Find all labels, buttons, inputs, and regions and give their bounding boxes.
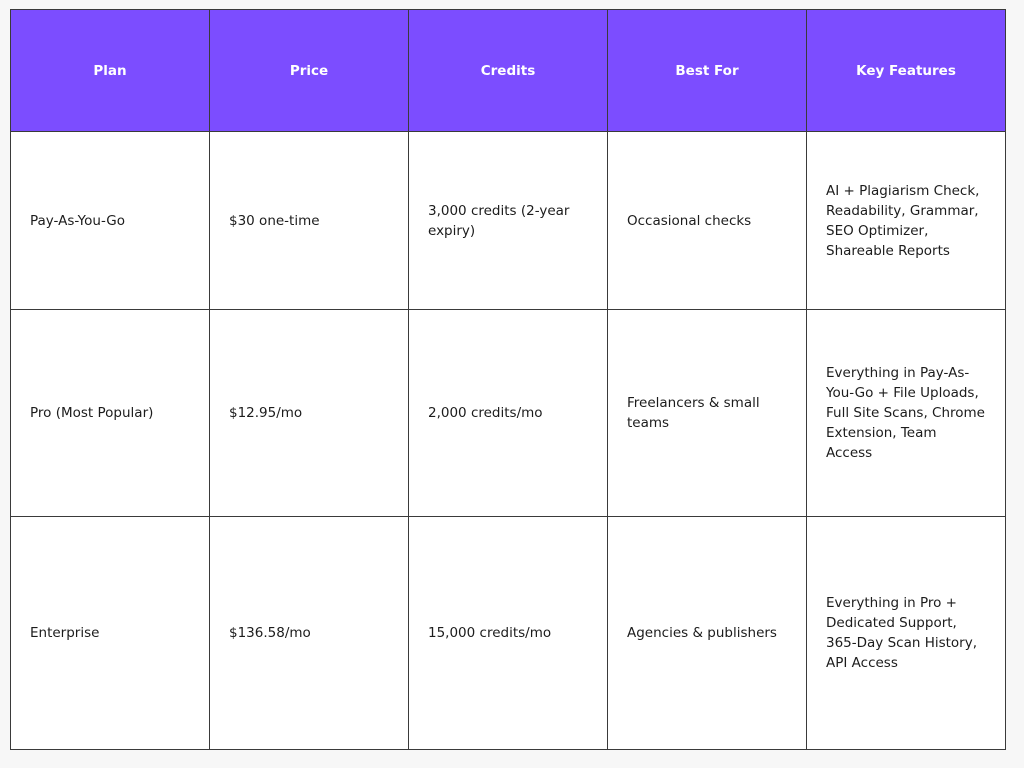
table-row	[11, 132, 1006, 310]
cell-credits: 15,000 credits/mo	[409, 517, 608, 750]
header-credits: Credits	[409, 10, 608, 132]
cell-best-for: Agencies & publishers	[608, 517, 807, 750]
cell-price: $12.95/mo	[210, 310, 409, 517]
cell-credits: 3,000 credits (2-year expiry)	[409, 132, 608, 310]
header-key-features: Key Features	[807, 10, 1006, 132]
cell-plan: Pay-As-You-Go	[11, 132, 210, 310]
cell-credits: 2,000 credits/mo	[409, 310, 608, 517]
pricing-table	[10, 9, 1006, 750]
cell-key-features: Everything in Pay-As-You-Go + File Uploads, Full Site Scans, Chrome Extension, Team Access	[807, 310, 1006, 517]
header-row	[11, 10, 1006, 132]
cell-plan: Enterprise	[11, 517, 210, 750]
table-row	[11, 310, 1006, 517]
cell-key-features: AI + Plagiarism Check, Readability, Grammar, SEO Optimizer, Shareable Reports	[807, 132, 1006, 310]
cell-key-features: Everything in Pro + Dedicated Support, 365-Day Scan History, API Access	[807, 517, 1006, 750]
cell-best-for: Freelancers & small teams	[608, 310, 807, 517]
cell-plan: Pro (Most Popular)	[11, 310, 210, 517]
table-row	[11, 517, 1006, 750]
table-header	[11, 10, 1006, 132]
table-body	[11, 132, 1006, 750]
cell-best-for: Occasional checks	[608, 132, 807, 310]
header-price: Price	[210, 10, 409, 132]
header-plan: Plan	[11, 10, 210, 132]
cell-price: $30 one-time	[210, 132, 409, 310]
header-best-for: Best For	[608, 10, 807, 132]
cell-price: $136.58/mo	[210, 517, 409, 750]
